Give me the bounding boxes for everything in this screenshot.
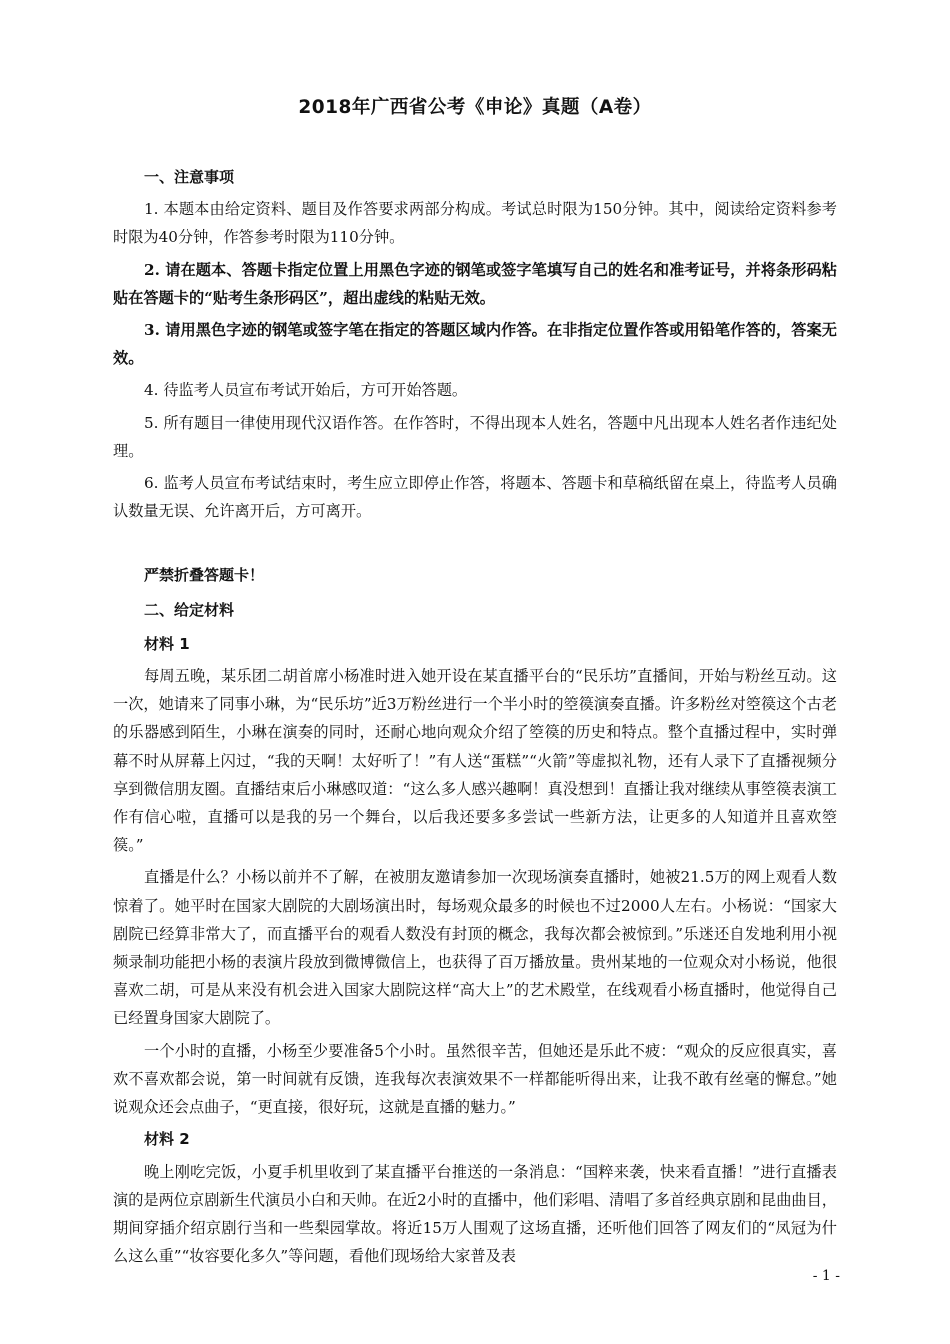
section-heading-notes: 一、注意事项	[144, 168, 235, 186]
document-title: 2018年广西省公考《申论》真题（A卷）	[298, 97, 652, 118]
material-1-heading: 材料 1	[144, 634, 190, 653]
note-item-1: 1. 本题本由给定资料、题目及作答要求两部分构成。考试总时限为150分钟。其中，阅读给定资料参考时限为40分钟，作答参考时限为110分钟。	[113, 200, 837, 247]
material-1-paragraph-1: 每周五晚，某乐团二胡首席小杨准时进入她开设在某直播平台的“民乐坊”直播间，开始与粉丝互动。这一次，她请来了同事小琳，为“民乐坊”近3万粉丝进行一个半小时的箜篌演奏直播。许多粉丝对箜篌这个古老的乐器感到陌生，小琳在演奏的同时，还耐心地向观众介绍了箜篌的历史和特点。整个直播过程中，实时弹幕不时从屏幕上闪过，“我的天啊！太好听了！”有人送“蛋糕”“火箭”等虚拟礼物，还有人录下了直播视频分享到微信朋友圈。直播结束后小琳感叹道：“这么多人感兴趣啊！真没想到！直播让我对继续从事箜篌表演工作有信心啦，直播可以是我的另一个舞台，以后我还要多多尝试一些新方法，让更多的人知道并且喜欢箜篌。”	[113, 667, 837, 855]
document-body	[113, 163, 837, 1270]
material-1-paragraph-2: 直播是什么？小杨以前并不了解，在被朋友邀请参加一次现场演奏直播时，她被21.5万的网上观看人数惊着了。她平时在国家大剧院的大剧场演出时，每场观众最多的时候也不过2000人左右。小杨说：“国家大剧院已经算非常大了，而直播平台的观看人数没有封顶的概念，我每次都会被惊到。”乐迷还自发地利用小视频录制功能把小杨的表演片段放到微博微信上，也获得了百万播放量。贵州某地的一位观众对小杨说，他很喜欢二胡，可是从来没有机会进入国家大剧院这样“高大上”的艺术殿堂，在线观看小杨直播时，他觉得自己已经置身国家大剧院了。	[113, 868, 837, 1028]
note-item-2: 2. 请在题本、答题卡指定位置上用黑色字迹的钢笔或签字笔填写自己的姓名和准考证号，并将条形码粘贴在答题卡的“贴考生条形码区”，超出虚线的粘贴无效。	[113, 260, 837, 307]
material-2-paragraph-1: 晚上刚吃完饭，小夏手机里收到了某直播平台推送的一条消息：“国粹来袭，快来看直播！”进行直播表演的是两位京剧新生代演员小白和天帅。在近2小时的直播中，他们彩唱、清唱了多首经典京剧和昆曲曲目，期间穿插介绍京剧行当和一些梨园掌故。将近15万人围观了这场直播，还听他们回答了网友们的“凤冠为什么这么重”“妆容要化多久”等问题，看他们现场给大家普及表	[113, 1162, 837, 1266]
warning-text: 严禁折叠答题卡！	[144, 566, 265, 585]
note-item-4: 4. 待监考人员宣布考试开始后，方可开始答题。	[144, 381, 468, 400]
page-number: - 1 -	[812, 1268, 840, 1284]
section-heading-materials: 二、给定材料	[144, 600, 235, 619]
note-item-3: 3. 请用黑色字迹的钢笔或签字笔在指定的答题区域内作答。在非指定位置作答或用铅笔作答的，答案无效。	[113, 321, 837, 368]
material-2-heading: 材料 2	[144, 1130, 190, 1149]
material-1-paragraph-3: 一个小时的直播，小杨至少要准备5个小时。虽然很辛苦，但她还是乐此不疲：“观众的反应很真实，喜欢不喜欢都会说，第一时间就有反馈，连我每次表演效果不一样都能听得出来，让我不敢有丝毫的懈怠。”她说观众还会点曲子，“更直接，很好玩，这就是直播的魅力。”	[113, 1041, 837, 1117]
note-item-5: 5. 所有题目一律使用现代汉语作答。在作答时，不得出现本人姓名，答题中凡出现本人姓名者作违纪处理。	[113, 413, 837, 460]
note-item-6: 6. 监考人员宣布考试结束时，考生应立即停止作答，将题本、答题卡和草稿纸留在桌上，待监考人员确认数量无误、允许离开后，方可离开。	[113, 474, 837, 521]
